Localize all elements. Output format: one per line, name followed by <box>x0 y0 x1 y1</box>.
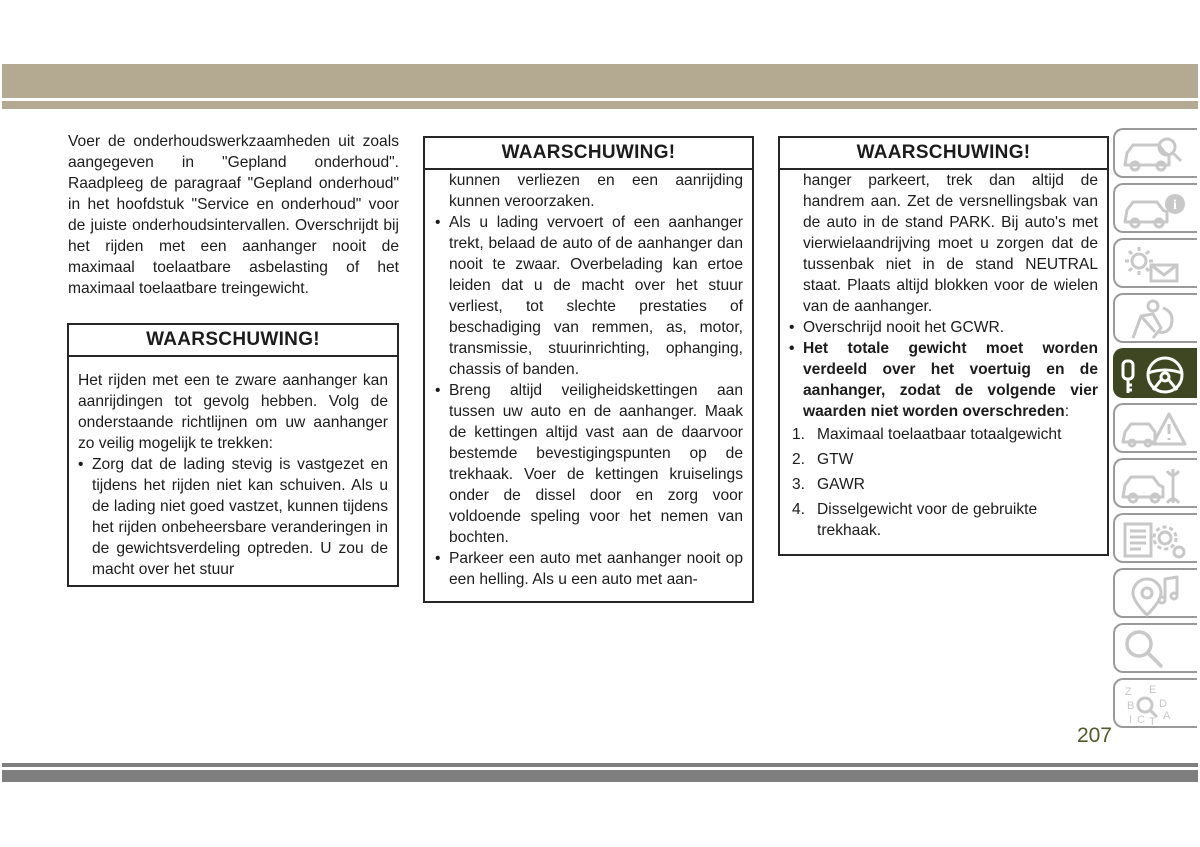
tab-car-info[interactable] <box>1113 183 1197 233</box>
warning-title: WAARSCHUWING! <box>425 138 752 170</box>
item-text: GTW <box>817 451 854 468</box>
bullet-item: • Parkeer een auto met aanhanger nooit op een helling. Als u een auto met aan- <box>435 548 743 590</box>
car-info-icon <box>1119 188 1195 232</box>
bullet-item: • Breng altijd veiligheidskettingen aan tussen uw auto en de aanhanger. Maak de kettingen altijd vast aan de daarvoor bestemde bevestigingspunten op de trekhaak. Voer de kettingen kruiselings onder de dissel door en zorg voor voldoende speling voor het nemen van bochten. <box>435 380 743 548</box>
index-letter: Z <box>1125 686 1132 698</box>
warning-body <box>425 170 752 590</box>
warning-box-3 <box>778 136 1109 556</box>
index-letter: B <box>1127 700 1135 712</box>
car-magnifier-icon <box>1119 133 1195 177</box>
bullet-list <box>78 454 388 580</box>
key-steering-wheel-icon <box>1119 353 1195 397</box>
numbered-list <box>789 424 1098 541</box>
numbered-item <box>789 424 1098 445</box>
index-letter: D <box>1159 698 1167 710</box>
search-icon <box>1119 628 1195 672</box>
item-number: 4. <box>792 501 806 518</box>
index-letter: I <box>1129 714 1133 726</box>
numbered-item <box>789 474 1098 495</box>
warning-box-1 <box>67 323 399 587</box>
tab-warning-lights[interactable] <box>1113 238 1197 288</box>
bullet-item: • Zorg dat de lading stevig is vastgezet en tijdens het rijden niet kan schuiven. Als u de lading niet goed vastzet, kunnen tijdens het rijden onbeheersbare veranderingen in de gewichtsverdeling optreden. U zou de macht over het stuur <box>78 454 388 580</box>
warning-lights-message-icon <box>1119 243 1195 287</box>
tab-index[interactable] <box>1113 678 1197 728</box>
bullet-item: • Overschrijd nooit het GCWR. <box>789 317 1098 338</box>
numbered-item <box>789 449 1098 470</box>
warning-title: WAARSCHUWING! <box>780 138 1107 170</box>
tab-emergency[interactable] <box>1113 403 1197 453</box>
bold-text: Het totale gewicht moet worden verdeeld over het voertuig en de aanhanger, zodat de volgende vier waarden niet worden overschreden <box>803 340 1098 420</box>
alphabet-index-icon <box>1119 683 1195 727</box>
index-letter: C <box>1137 714 1145 726</box>
bullet-list <box>789 317 1098 422</box>
tab-car-inspection[interactable] <box>1113 128 1197 178</box>
warning-text: Het rijden met een te zware aanhanger kan aanrijdingen tot gevolg hebben. Volg de onderstaande richtlijnen om uw aanhanger zo veilig mogelijk te trekken: <box>78 372 388 452</box>
tab-specifications[interactable] <box>1113 513 1197 563</box>
specs-gear-icon <box>1119 518 1195 562</box>
tab-maintenance[interactable] <box>1113 458 1197 508</box>
warning-body <box>69 357 397 580</box>
item-number: 3. <box>792 476 806 493</box>
tab-multimedia[interactable] <box>1113 568 1197 618</box>
item-text: GAWR <box>817 476 865 493</box>
header-band <box>2 64 1198 98</box>
bullet-item-bold <box>789 338 1098 422</box>
car-hazard-triangle-icon <box>1119 408 1195 452</box>
item-text: Disselgewicht voor de gebruikte trekhaak. <box>817 501 1038 539</box>
bullet-list <box>435 212 743 590</box>
warning-body <box>780 170 1107 541</box>
item-number: 2. <box>792 451 806 468</box>
airbag-passenger-icon <box>1119 298 1195 342</box>
warning-title: WAARSCHUWING! <box>69 325 397 357</box>
navigation-music-icon <box>1119 573 1195 617</box>
numbered-item <box>789 499 1098 541</box>
continuation-text: hanger parkeert, trek dan altijd de handrem aan. Zet de versnellingsbak van de auto in de stand PARK. Bij auto's met vierwielaandrijving moet u zorgen dat de tussenbak niet in de stand NEUTRAL staat. Plaats altijd blokken voor de wielen van de aanhanger. <box>803 172 1098 315</box>
tab-safety[interactable] <box>1113 293 1197 343</box>
index-letter: A <box>1163 710 1171 722</box>
item-number: 1. <box>792 426 806 443</box>
car-wrench-icon <box>1119 463 1195 507</box>
header-rule <box>2 101 1198 109</box>
page-number: 207 <box>1076 724 1112 747</box>
intro-paragraph: Voer de onderhoudswerkzaamheden uit zoals aangegeven in "Gepland onderhoud". Raadpleeg de paragraaf "Gepland onderhoud" in het hoofdstuk "Service en onderhoud" voor de juiste onderhoudsintervallen. Overschrijdt bij het rijden met een aanhanger nooit de maximaal toelaatbare asbelasting of het maximaal toelaatbare treingewicht. <box>68 133 399 297</box>
index-letter: E <box>1149 684 1157 696</box>
item-text: Maximaal toelaatbaar totaalgewicht <box>817 426 1062 443</box>
footer-band <box>2 770 1198 782</box>
footer-rule <box>2 763 1198 767</box>
svg-text:i: i <box>1173 198 1177 213</box>
tab-search[interactable] <box>1113 623 1197 673</box>
index-letter: T <box>1149 716 1156 727</box>
warning-box-2 <box>423 136 754 603</box>
continuation-text: kunnen verliezen en een aanrijding kunnen veroorzaken. <box>449 172 743 210</box>
tab-driving-active[interactable] <box>1113 348 1197 398</box>
colon: : <box>1064 403 1070 420</box>
bullet-item: • Als u lading vervoert of een aanhanger trekt, belaad de auto of de aanhanger dan nooit te zwaar. Overbelading kan ertoe leiden dat u de macht over het stuur verliest, tot slechte prestaties of beschadiging van remmen, as, motor, transmissie, stuurinrichting, ophanging, chassis of banden. <box>435 212 743 380</box>
